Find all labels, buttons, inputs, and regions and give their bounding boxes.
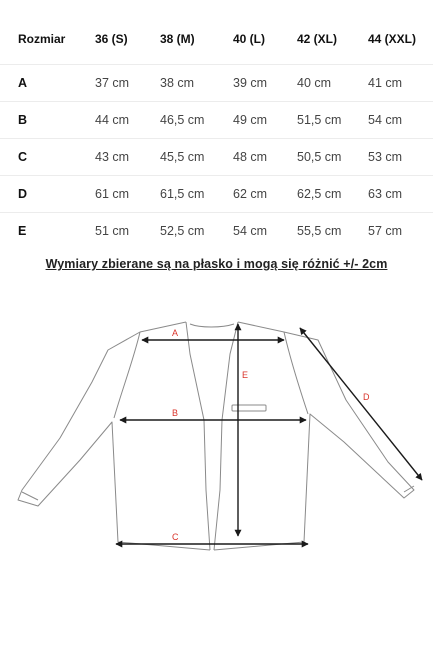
table-cell: 37 cm	[95, 76, 130, 90]
table-cell: 62,5 cm	[297, 187, 342, 201]
table-row	[0, 101, 433, 138]
table-cell: 38 cm	[160, 76, 195, 90]
label-c: C	[172, 532, 179, 542]
table-row	[0, 64, 433, 101]
label-d: D	[363, 392, 370, 402]
table-cell: 51,5 cm	[297, 113, 342, 127]
table-cell: 45,5 cm	[160, 150, 205, 164]
measurement-note: Wymiary zbierane są na płasko i mogą się różnić +/- 2cm	[45, 257, 388, 271]
table-cell: 52,5 cm	[160, 224, 205, 238]
table-cell: 62 cm	[233, 187, 268, 201]
table-cell: 50,5 cm	[297, 150, 342, 164]
table-cell: 54 cm	[368, 113, 403, 127]
table-cell: 39 cm	[233, 76, 268, 90]
table-row	[0, 212, 433, 249]
jacket-outline	[18, 322, 414, 550]
size-table	[0, 24, 433, 249]
table-cell: 53 cm	[368, 150, 403, 164]
table-cell: 46,5 cm	[160, 113, 205, 127]
table-cell: 63 cm	[368, 187, 403, 201]
row-label: A	[18, 76, 28, 90]
row-label: D	[18, 187, 28, 201]
table-cell: 41 cm	[368, 76, 403, 90]
header-cell: 44 (XXL)	[368, 32, 417, 46]
table-header-row	[0, 24, 433, 64]
row-label: E	[18, 224, 27, 238]
header-cell: 36 (S)	[95, 32, 128, 46]
header-cell: 38 (M)	[160, 32, 195, 46]
table-row	[0, 175, 433, 212]
table-cell: 44 cm	[95, 113, 130, 127]
jacket-illustration	[0, 310, 433, 570]
table-cell: 61 cm	[95, 187, 130, 201]
table-cell: 54 cm	[233, 224, 268, 238]
header-cell: 42 (XL)	[297, 32, 338, 46]
table-cell: 51 cm	[95, 224, 130, 238]
table-row	[0, 138, 433, 175]
row-label: C	[18, 150, 28, 164]
header-cell: Rozmiar	[18, 32, 66, 46]
label-e: E	[242, 370, 249, 380]
garment-diagram	[0, 310, 433, 570]
table-cell: 49 cm	[233, 113, 268, 127]
label-a: A	[172, 328, 179, 338]
header-cell: 40 (L)	[233, 32, 266, 46]
measurement-labels	[172, 328, 370, 542]
table-cell: 57 cm	[368, 224, 403, 238]
table-cell: 55,5 cm	[297, 224, 342, 238]
table-cell: 61,5 cm	[160, 187, 205, 201]
label-b: B	[172, 408, 179, 418]
row-label: B	[18, 113, 28, 127]
table-cell: 43 cm	[95, 150, 130, 164]
measurement-arrows	[116, 324, 422, 544]
table-cell: 40 cm	[297, 76, 332, 90]
table-cell: 48 cm	[233, 150, 268, 164]
